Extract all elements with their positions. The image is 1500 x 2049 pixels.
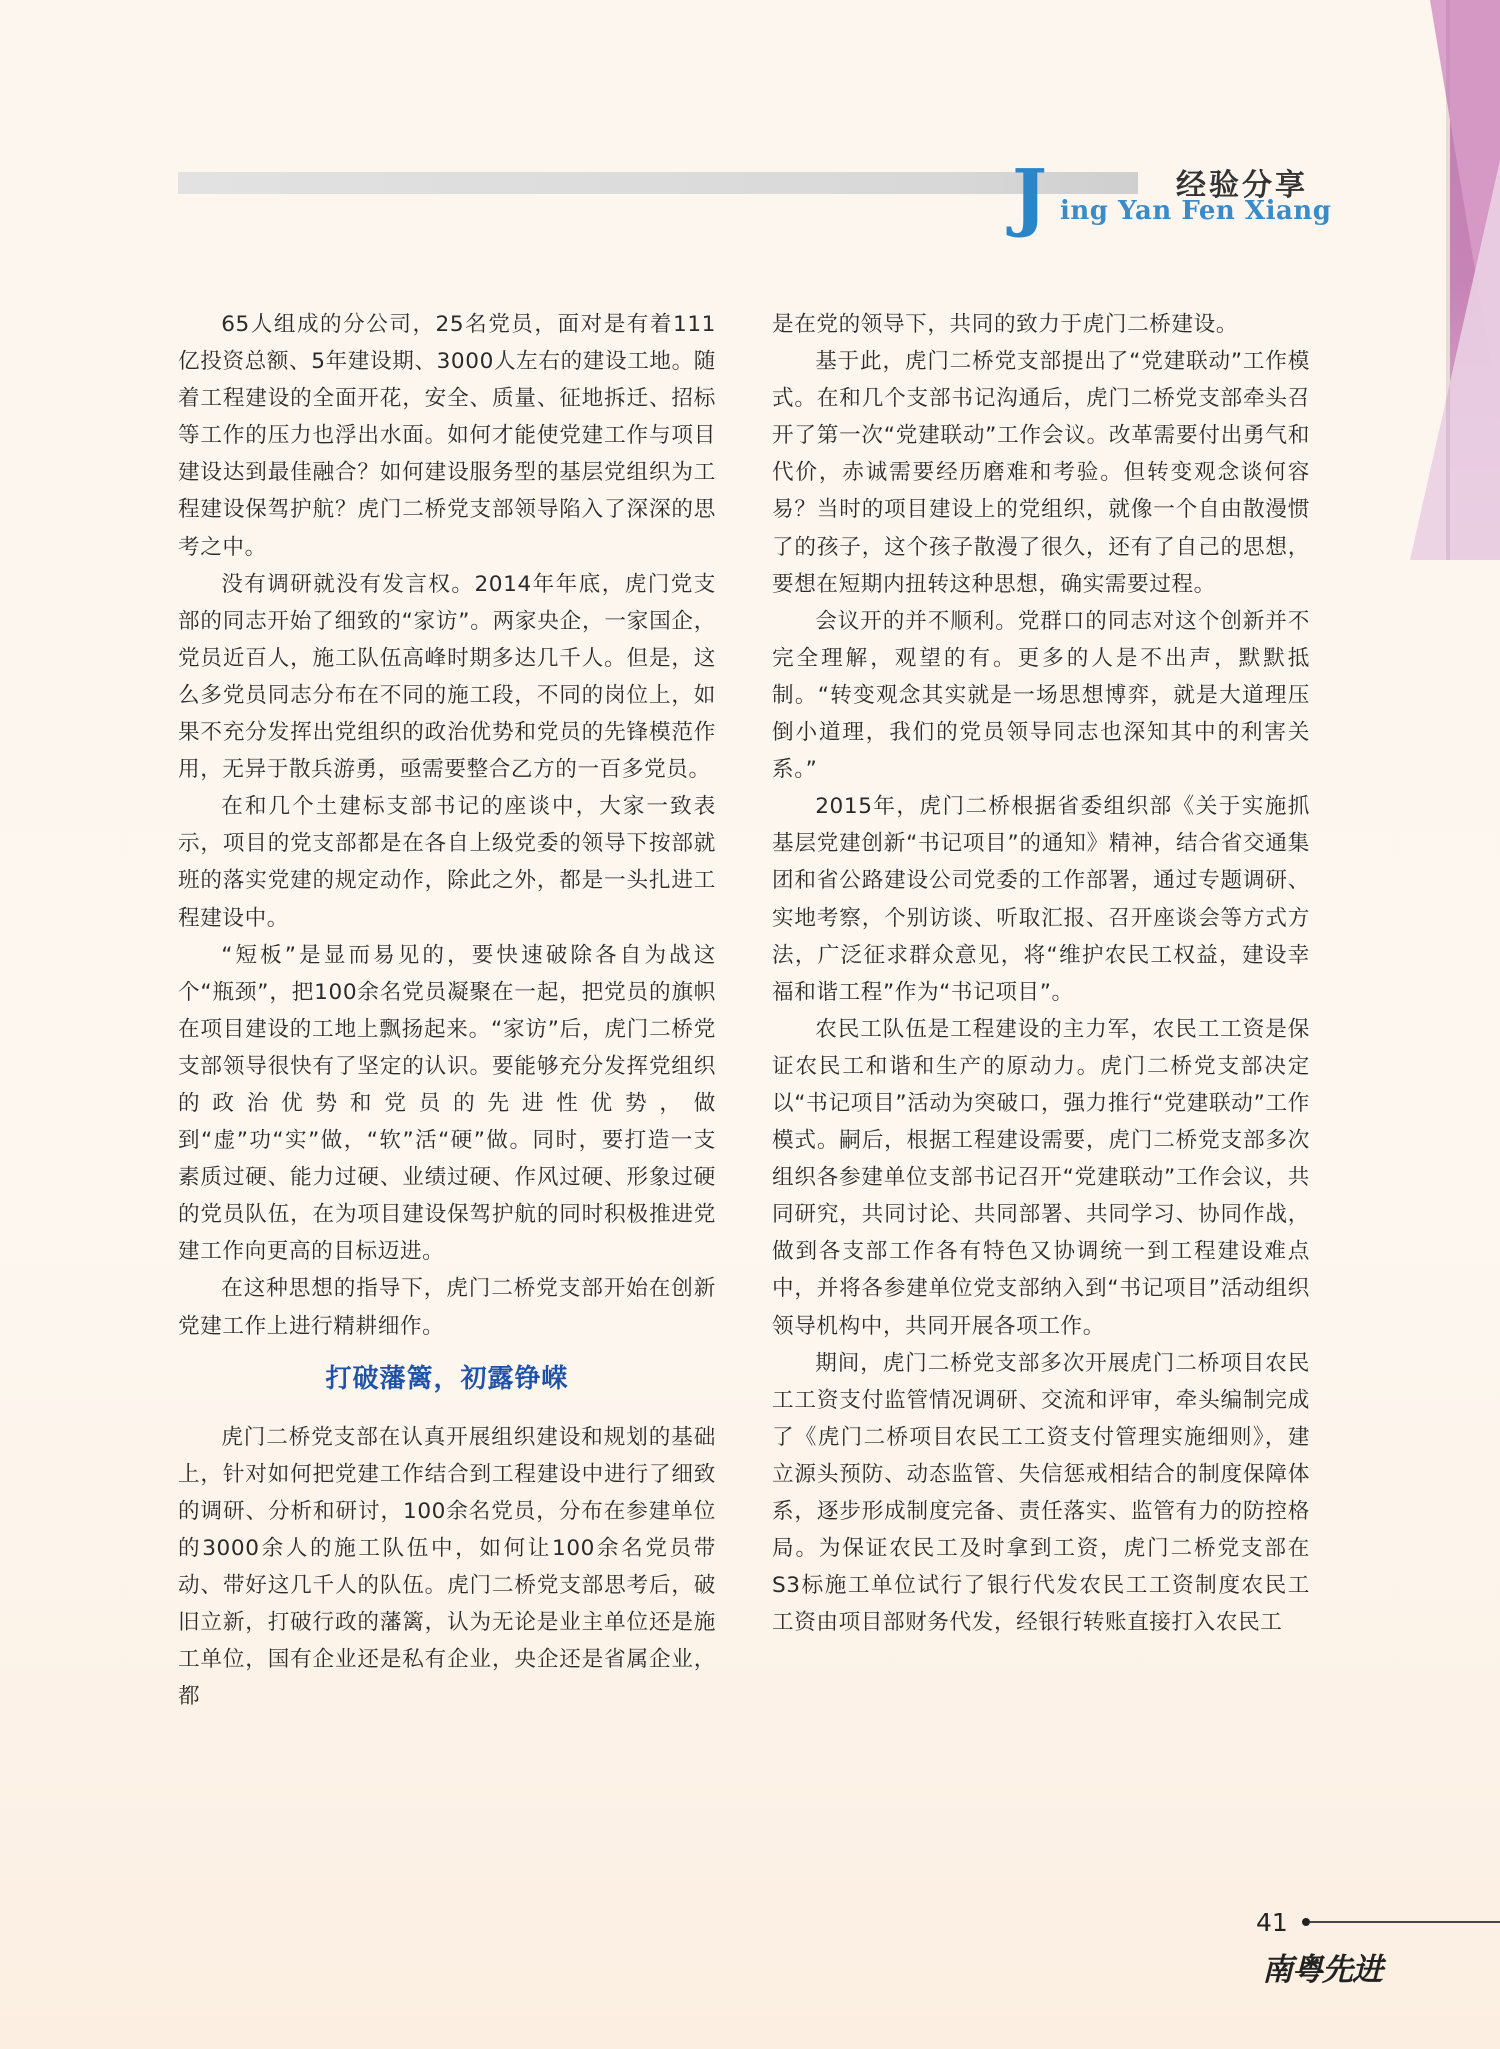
page-number: 41: [1256, 1908, 1288, 1937]
paragraph: 期间，虎门二桥党支部多次开展虎门二桥项目农民工工资支付监管情况调研、交流和评审，牵头编制完成了《虎门二桥项目农民工工资支付管理实施细则》，建立源头预防、动态监管、失信惩戒相结合的制度保障体系，逐步形成制度完备、责任落实、监管有力的防控格局。为保证农民工及时拿到工资，虎门二桥党支部在S3标施工单位试行了银行代发农民工工资制度农民工工资由项目部财务代发，经银行转账直接打入农民工: [772, 1350, 1310, 1636]
section-subheading: 打破藩篱，初露铮嵘: [325, 1363, 569, 1394]
right-column: [772, 306, 1310, 1641]
section-initial: J: [1012, 154, 1048, 240]
paragraph: 农民工队伍是工程建设的主力军，农民工工资是保证农民工和谐和生产的原动力。虎门二桥党支部决定以“书记项目”活动为突破口，强力推行“党建联动”工作模式。嗣后，根据工程建设需要，虎门二桥党支部多次组织各参建单位支部书记召开“党建联动”工作会议，共同研究，共同讨论、共同部署、共同学习、协同作战，做到各支部工作各有特色又协调统一到工程建设难点中，并将各参建单位党支部纳入到“书记项目”活动组织领导机构中，共同开展各项工作。: [772, 1016, 1310, 1339]
paragraph: 会议开的并不顺利。党群口的同志对这个创新并不完全理解，观望的有。更多的人是不出声，默默抵制。“转变观念其实就是一场思想博弈，就是大道理压倒小道理，我们的党员领导同志也深知其中的利害关系。”: [772, 608, 1310, 783]
paragraph: 65人组成的分公司，25名党员，面对是有着111亿投资总额、5年建设期、3000人左右的建设工地。随着工程建设的全面开花，安全、质量、征地拆迁、招标等工作的压力也浮出水面。如何才能使党建工作与项目建设达到最佳融合？如何建设服务型的基层党组织为工程建设保驾护航？虎门二桥党支部领导陷入了深深的思考之中。: [178, 312, 716, 560]
paragraph: 基于此，虎门二桥党支部提出了“党建联动”工作模式。在和几个支部书记沟通后，虎门二桥党支部牵头召开了第一次“党建联动”工作会议。改革需要付出勇气和代价，赤诚需要经历磨难和考验。但转变观念谈何容易？当时的项目建设上的党组织，就像一个自由散漫惯了的孩子，这个孩子散漫了很久，还有了自己的思想，要想在短期内扭转这种思想，确实需要过程。: [772, 349, 1310, 597]
page-number-dot: [1302, 1918, 1310, 1926]
decorative-triangle-light: [1410, 160, 1500, 560]
decorative-shadow: [1446, 0, 1450, 560]
paragraph: 是在党的领导下，共同的致力于虎门二桥建设。: [772, 312, 1239, 337]
section-title: 经验分享: [1176, 168, 1308, 203]
page-number-rule: [1310, 1921, 1500, 1923]
paragraph: 没有调研就没有发言权。2014年年底，虎门党支部的同志开始了细致的“家访”。两家央企，一家国企，党员近百人，施工队伍高峰时期多达几千人。但是，这么多党员同志分布在不同的施工段，不同的岗位上，如果不充分发挥出党组织的政治优势和党员的先锋模范作用，无异于散兵游勇，亟需要整合乙方的一百多党员。: [178, 571, 716, 783]
paragraph: 在和几个土建标支部书记的座谈中，大家一致表示，项目的党支部都是在各自上级党委的领导下按部就班的落实党建的规定动作，除此之外，都是一头扎进工程建设中。: [178, 794, 716, 931]
section-pinyin: ing Yan Fen Xiang: [1060, 196, 1332, 226]
paragraph: 虎门二桥党支部在认真开展组织建设和规划的基础上，针对如何把党建工作结合到工程建设中进行了细致的调研、分析和研讨，100余名党员，分布在参建单位的3000余人的施工队伍中，如何让100余名党员带动、带好这几千人的队伍。虎门二桥党支部思考后，破旧立新，打破行政的藩篱，认为无论是业主单位还是施工单位，国有企业还是私有企业，央企还是省属企业，都: [178, 1424, 716, 1710]
magazine-logo: 南粤先进: [1262, 1952, 1382, 1988]
paragraph: 2015年，虎门二桥根据省委组织部《关于实施抓基层党建创新“书记项目”的通知》精神，结合省交通集团和省公路建设公司党委的工作部署，通过专题调研、实地考察，个别访谈、听取汇报、召开座谈会等方式方法，广泛征求群众意见，将“维护农民工权益，建设幸福和谐工程”作为“书记项目”。: [772, 794, 1310, 1005]
paragraph: “短板”是显而易见的，要快速破除各自为战这个“瓶颈”，把100余名党员凝聚在一起，把党员的旗帜在项目建设的工地上飘扬起来。“家访”后，虎门二桥党支部领导很快有了坚定的认识。要能够充分发挥党组织的政治优势和党员的先进性优势，做到“虚”功“实”做，“软”活“硬”做。同时，要打造一支素质过硬、能力过硬、业绩过硬、作风过硬、形象过硬的党员队伍，在为项目建设保驾护航的同时积极推进党建工作向更高的目标迈进。: [178, 942, 716, 1265]
header-bar: [178, 172, 1138, 194]
paragraph: 在这种思想的指导下，虎门二桥党支部开始在创新党建工作上进行精耕细作。: [178, 1276, 716, 1339]
left-column: [178, 306, 716, 1715]
